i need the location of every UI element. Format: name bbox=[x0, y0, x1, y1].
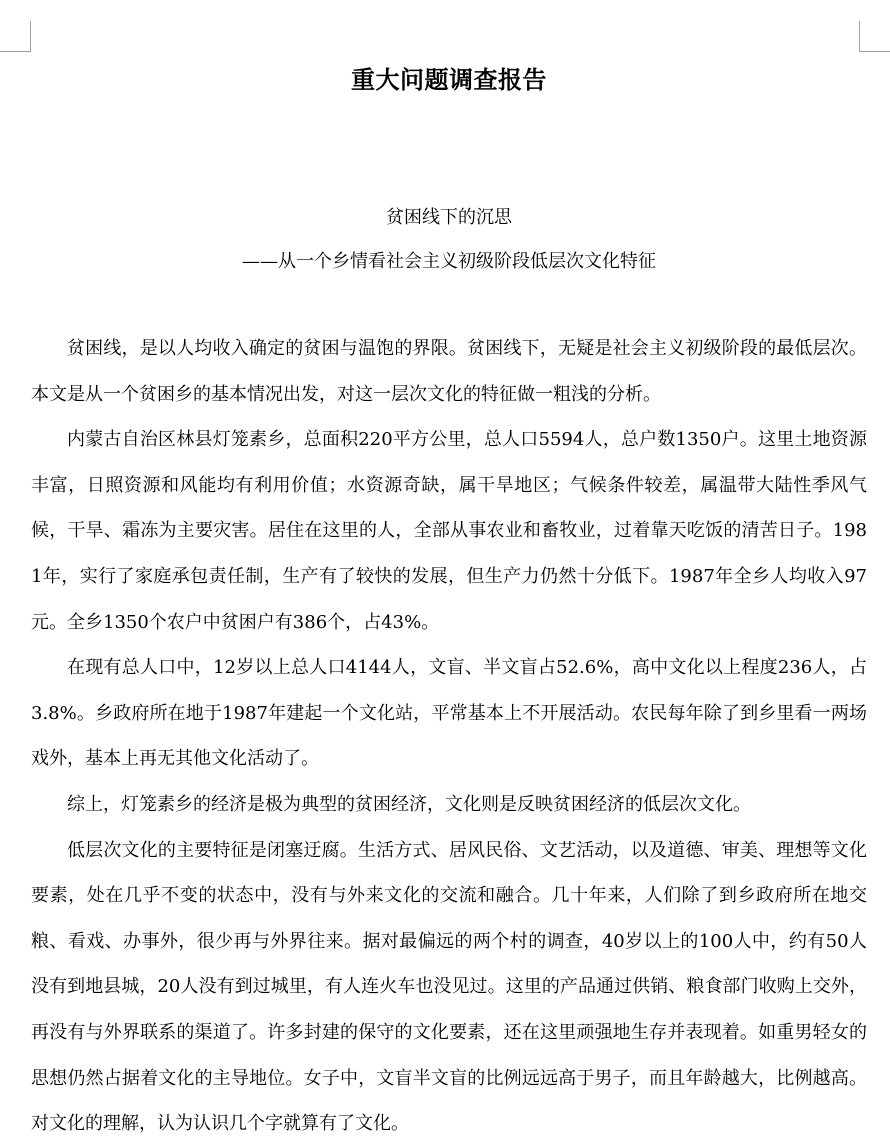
document-title: 重大问题调查报告 bbox=[351, 65, 547, 94]
paragraph-2: 内蒙古自治区林县灯笼素乡，总面积220平方公里，总人口5594人，总户数1350户。这里土地资源丰富，日照资源和风能均有利用价值；水资源奇缺，属干旱地区；气候条件较差，属温带大陆性季风气候，干旱、霜冻为主要灾害。居住在这里的人，全部从事农业和畜牧业，过着靠天吃饭的清苦日子。1981年，实行了家庭承包责任制，生产有了较快的发展，但生产力仍然十分低下。1987年全乡人均收入97元。全乡1350个农户中贫困户有386个，占43%。 bbox=[31, 429, 867, 633]
paragraph-5: 低层次文化的主要特征是闭塞迂腐。生活方式、居风民俗、文艺活动，以及道德、审美、理想等文化要素，处在几乎不变的状态中，没有与外来文化的交流和融合。几十年来，人们除了到乡政府所在地交粮、看戏、办事外，很少再与外界往来。据对最偏远的两个村的调查，40岁以上的100人中，约有50人没有到地县城，20人没有到过城里，有人连火车也没见过。这里的产品通过供销、粮食部门收购上交外，再没有与外界联系的渠道了。许多封建的保守的文化要素，还在这里顽强地生存并表现着。如重男轻女的思想仍然占据着文化的主导地位。女子中，文盲半文盲的比例远远高于男子，而且年龄越大，比例越高。对文化的理解，认为认识几个字就算有了文化。 bbox=[31, 839, 867, 1135]
article-title: 贫困线下的沉思 bbox=[386, 207, 512, 228]
paragraph-4: 综上，灯笼素乡的经济是极为典型的贫困经济，文化则是反映贫困经济的低层次文化。 bbox=[67, 793, 751, 815]
paragraph-3: 在现有总人口中，12岁以上总人口4144人，文盲、半文盲占52.6%，高中文化以上程度236人，占3.8%。乡政府所在地于1987年建起一个文化站，平常基本上不开展活动。农民每年除了到乡里看一两场戏外，基本上再无其他文化活动了。 bbox=[31, 657, 867, 770]
article-subtitle: ——从一个乡情看社会主义初级阶段低层次文化特征 bbox=[242, 251, 656, 272]
page-corner-mark-top-left bbox=[0, 21, 31, 52]
page-corner-mark-top-right bbox=[859, 21, 890, 52]
document-body[interactable] bbox=[31, 326, 867, 1147]
paragraph-1: 贫困线，是以人均收入确定的贫困与温饱的界限。贫困线下，无疑是社会主义初级阶段的最低层次。本文是从一个贫困乡的基本情况出发，对这一层次文化的特征做一粗浅的分析。 bbox=[31, 338, 867, 405]
